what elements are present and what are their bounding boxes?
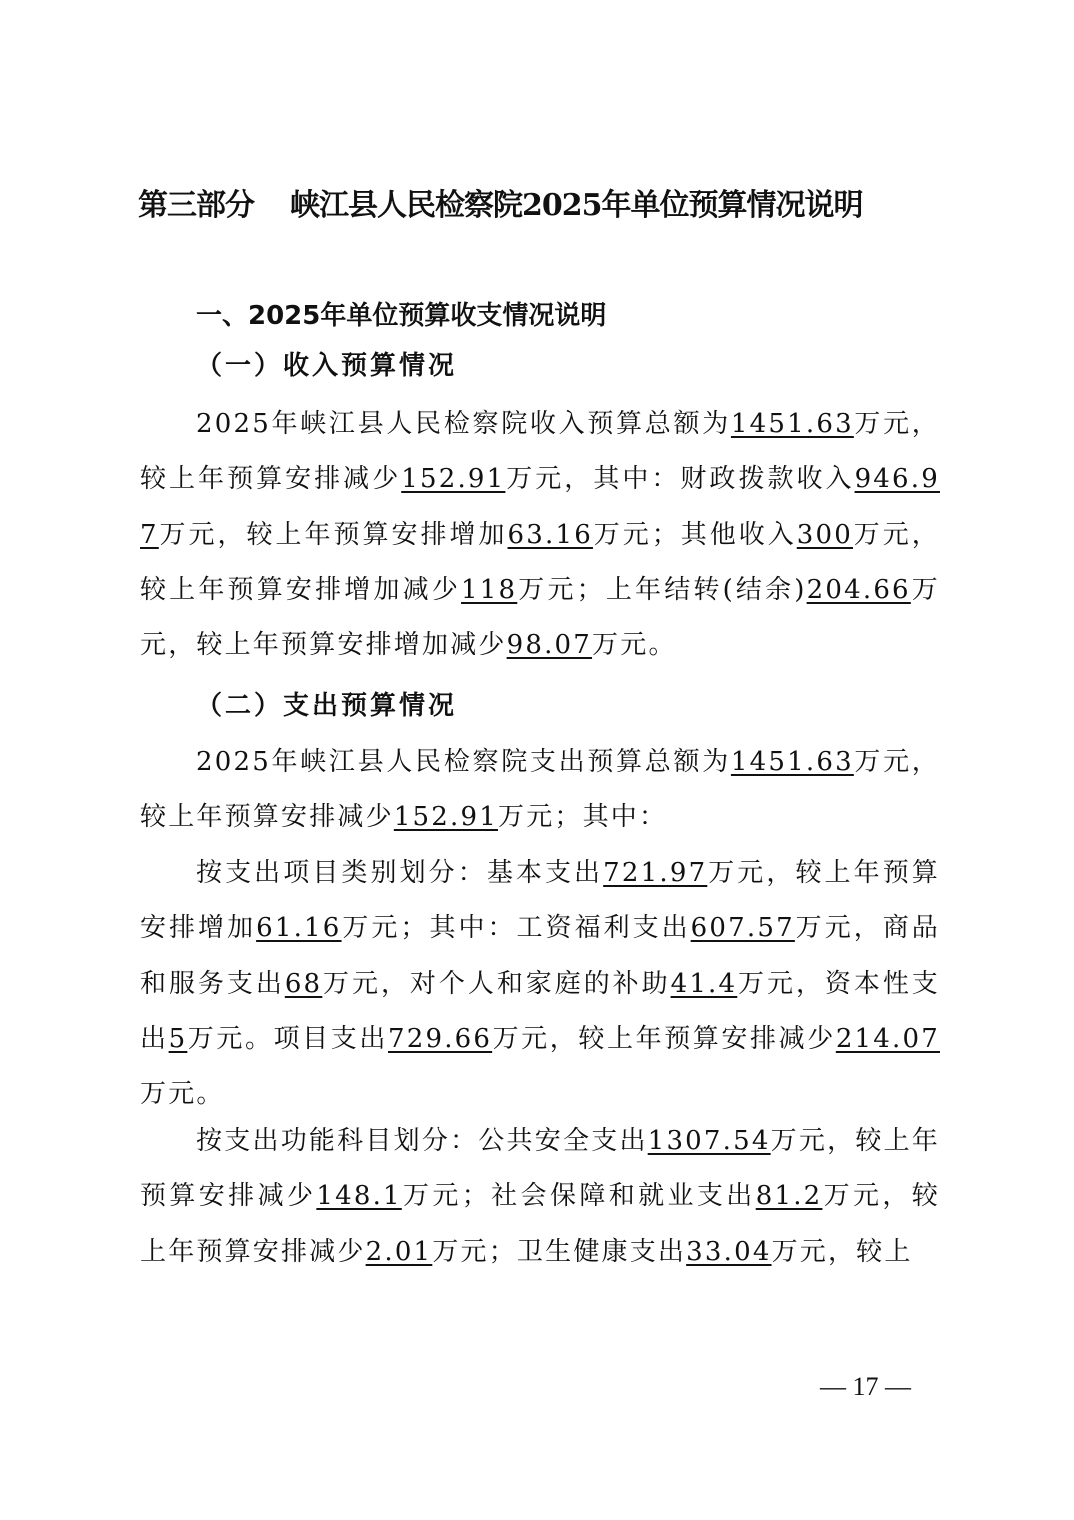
project-decrease-value: 214.07 [835, 1023, 940, 1054]
social-security-value: 81.2 [755, 1181, 823, 1212]
title-part: 第三部分 [138, 188, 254, 223]
basic-expense-value: 721.97 [603, 858, 708, 888]
public-security-value: 1307.54 [647, 1126, 771, 1156]
other-decrease-value: 118 [461, 574, 518, 605]
public-security-decrease-value: 148.1 [316, 1181, 402, 1212]
page-title [138, 184, 958, 228]
fiscal-increase-value: 63.16 [507, 519, 593, 550]
income-heading: （一）收入预算情况 [196, 351, 458, 381]
goods-services-value: 68 [284, 968, 323, 999]
other-income-value: 300 [796, 519, 853, 550]
income-paragraph: 2025年峡江县人民检察院收入预算总额为1451.63万元，较上年预算安排减少152.91万元，其中：财政拨款收入946.97万元，较上年预算安排增加63.16万元；其他收入300万元，较上年预算安排增加减少118万元；上年结转(结余)204.66万元，较上年预算安排增加减少98.07万元。 [140, 409, 940, 661]
basic-increase-value: 61.16 [256, 913, 342, 944]
capital-expense-value: 5 [168, 1023, 188, 1054]
section-heading: 一、2025年单位预算收支情况说明 [196, 301, 607, 331]
health-expense-value: 33.04 [686, 1236, 772, 1267]
expense-function-paragraph: 按支出功能科目划分：公共安全支出1307.54万元，较上年预算安排减少148.1万元；社会保障和就业支出81.2万元，较上年预算安排减少2.01万元；卫生健康支出33.04万元，较上 [140, 1126, 941, 1267]
carryover-decrease-value: 98.07 [506, 630, 593, 661]
income-total-value: 1451.63 [730, 409, 854, 439]
social-security-decrease-value: 2.01 [365, 1236, 433, 1267]
salary-value: 607.57 [690, 913, 795, 944]
carryover-value: 204.66 [806, 574, 911, 605]
title-name: 峡江县人民检察院2025年单位预算情况说明 [290, 188, 863, 223]
expense-total-paragraph: 2025年峡江县人民检察院支出预算总额为1451.63万元，较上年预算安排减少152.91万元；其中： [140, 747, 940, 833]
income-decrease-value: 152.91 [401, 464, 506, 495]
expense-decrease-value: 152.91 [393, 802, 498, 833]
fiscal-income-value: 946.97 [140, 464, 940, 550]
expense-heading: （二）支出预算情况 [196, 691, 458, 721]
household-subsidy-value: 41.4 [670, 968, 738, 999]
expense-total-value: 1451.63 [730, 747, 854, 777]
project-expense-value: 729.66 [387, 1023, 493, 1054]
expense-category-paragraph: 按支出项目类别划分：基本支出721.97万元，较上年预算安排增加61.16万元；其中：工资福利支出607.57万元，商品和服务支出68万元，对个人和家庭的补助41.4万元，资本性支出5万元。项目支出729.66万元，较上年预算安排减少214.07万元。 [140, 858, 940, 1110]
page-number: — 17 — [820, 1372, 911, 1401]
